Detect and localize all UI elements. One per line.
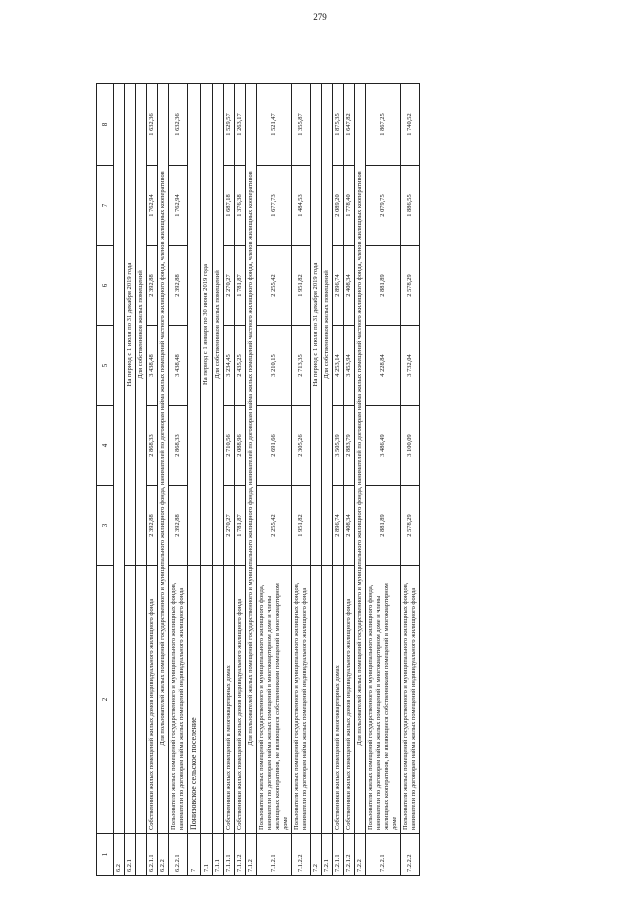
value-cell: 2 270,27 <box>223 246 234 326</box>
value-cell: 1 886,55 <box>401 166 420 246</box>
value-cell: 2 392,88 <box>169 246 188 326</box>
table-row <box>125 84 136 876</box>
value-cell: 2 578,29 <box>401 246 420 326</box>
header-cell: 3 <box>97 486 114 566</box>
period-label-cell: На период с 1 января по 30 июня 2019 года <box>201 84 212 566</box>
value-cell: 3 438,48 <box>169 326 188 406</box>
value-cell: 1 762,94 <box>169 166 188 246</box>
tariff-table <box>96 83 420 876</box>
period-label-cell: На период с 1 июля по 31 декабря 2019 года <box>125 84 136 566</box>
row-code-cell: 6.2.1.1 <box>147 834 158 876</box>
table-row <box>366 84 401 876</box>
empty-cell <box>114 84 125 834</box>
row-code-cell: 6.2.2.1 <box>169 834 188 876</box>
row-label-cell: Собственники жилых помещений в многоквартирных домах <box>333 566 344 834</box>
value-cell: 2 883,79 <box>344 406 355 486</box>
value-cell: 2 392,88 <box>147 246 158 326</box>
row-code-cell: 7.1.2 <box>245 834 256 876</box>
empty-cell <box>201 566 212 834</box>
value-cell: 2 435,25 <box>234 326 245 406</box>
row-code-cell: 7.2.1.1 <box>333 834 344 876</box>
value-cell: 2 881,89 <box>366 486 401 566</box>
value-cell: 1 781,87 <box>234 486 245 566</box>
value-cell: 2 088,96 <box>234 406 245 486</box>
category-label-cell: Для пользователей жилых помещений государственного и муниципального жилищного фонда, нанимателей по договорам найма жилых помещений частного жилищного фонда, членов жилищных кооперативов <box>355 84 366 834</box>
value-cell: 2 691,66 <box>256 406 291 486</box>
period-label-cell: На период с 1 июля по 31 декабря 2019 года <box>310 84 321 566</box>
value-cell: 1 376,38 <box>234 166 245 246</box>
empty-cell <box>212 566 223 834</box>
row-label-cell: Пользователи жилых помещений государственного и муниципального жилищных фондов, наниматели по договорам найма жилых помещений индивидуального жилищного фонда <box>169 566 188 834</box>
row-code-cell: 7.1.1 <box>212 834 223 876</box>
row-code-cell: 6.2 <box>114 834 125 876</box>
row-label-cell: Собственники жилых помещений жилых домов индивидуального жилищного фонда <box>344 566 355 834</box>
row-code-cell: 7 <box>188 834 201 876</box>
row-code-cell <box>136 834 147 876</box>
value-cell: 2 305,26 <box>291 406 310 486</box>
value-cell: 2 868,33 <box>147 406 158 486</box>
row-code-cell: 7.2.1 <box>322 834 333 876</box>
table-row <box>136 84 147 876</box>
value-cell: 1 951,82 <box>291 486 310 566</box>
table-row <box>212 84 223 876</box>
row-code-cell: 7.1.2.2 <box>291 834 310 876</box>
value-cell: 1 781,87 <box>234 246 245 326</box>
value-cell: 1 677,73 <box>256 166 291 246</box>
row-label-cell: Собственники жилых помещений в многоквартирных домах <box>223 566 234 834</box>
value-cell: 2 710,56 <box>223 406 234 486</box>
value-cell: 1 875,35 <box>333 84 344 166</box>
table-row <box>188 84 201 876</box>
row-label-cell: Пользователи жилых помещений государственного и муниципального жилищных фондов, наниматели по договорам найма жилых помещений индивидуального жилищного фонда <box>401 566 420 834</box>
row-code-cell: 7.2.1.2 <box>344 834 355 876</box>
table-row <box>114 84 125 876</box>
empty-cell <box>125 566 136 834</box>
value-cell: 3 486,49 <box>366 406 401 486</box>
row-label-cell: Пользователи жилых помещений государственного и муниципального жилищного фонда, наниматели по договорам найма жилых помещений в многоквартирном доме и члены жилищных кооперативов, не являющиеся собственниками помещений в многоквартирном доме <box>366 566 401 834</box>
row-code-cell: 7.1.1.1 <box>223 834 234 876</box>
header-cell: 6 <box>97 246 114 326</box>
row-code-cell: 7.1.2.1 <box>256 834 291 876</box>
page-number: 279 <box>313 12 327 22</box>
header-cell: 8 <box>97 84 114 166</box>
row-code-cell: 7.2 <box>310 834 321 876</box>
table-row <box>234 84 245 876</box>
header-cell: 2 <box>97 566 114 834</box>
value-cell: 2 408,34 <box>344 486 355 566</box>
rotated-table-container <box>96 84 556 876</box>
value-cell: 2 881,89 <box>366 246 401 326</box>
value-cell: 1 740,52 <box>401 84 420 166</box>
table-row <box>158 84 169 876</box>
table-row <box>344 84 355 876</box>
value-cell: 2 079,75 <box>366 166 401 246</box>
value-cell: 1 263,17 <box>234 84 245 166</box>
row-code-cell: 6.2.2 <box>158 834 169 876</box>
row-code-cell: 7.1 <box>201 834 212 876</box>
value-cell: 1 529,57 <box>223 84 234 166</box>
value-cell: 1 521,47 <box>256 84 291 166</box>
value-cell: 3 210,15 <box>256 326 291 406</box>
table-row <box>223 84 234 876</box>
value-cell: 3 732,04 <box>401 326 420 406</box>
value-cell: 2 868,33 <box>169 406 188 486</box>
value-cell: 2 408,34 <box>344 246 355 326</box>
value-cell: 3 100,09 <box>401 406 420 486</box>
value-cell: 1 632,36 <box>147 84 158 166</box>
empty-cell <box>310 566 321 834</box>
row-label-cell: Пользователи жилых помещений государственного и муниципального жилищных фондов, наниматели по договорам найма жилых помещений индивидуального жилищного фонда <box>291 566 310 834</box>
period-label-cell: Для собственников жилых помещений <box>322 84 333 566</box>
row-code-cell: 7.2.2.1 <box>366 834 401 876</box>
value-cell: 1 647,82 <box>344 84 355 166</box>
value-cell: 1 762,94 <box>147 166 158 246</box>
row-label-cell: Пользователи жилых помещений государственного и муниципального жилищного фонда, наниматели по договорам найма жилых помещений в многоквартирном доме и члены жилищных кооперативов, не являющиеся собственниками помещений в многоквартирном доме <box>256 566 291 834</box>
header-cell: 5 <box>97 326 114 406</box>
value-cell: 1 778,40 <box>344 166 355 246</box>
table-body <box>97 84 420 876</box>
header-cell: 4 <box>97 406 114 486</box>
value-cell: 1 867,25 <box>366 84 401 166</box>
category-label-cell: Для пользователей жилых помещений государственного и муниципального жилищного фонда, нанимателей по договорам найма жилых помещений частного жилищного фонда, членов жилищных кооперативов <box>245 84 256 834</box>
table-row <box>291 84 310 876</box>
period-label-cell: Для собственников жилых помещений <box>136 84 147 566</box>
table-row <box>201 84 212 876</box>
value-cell: 3 453,94 <box>344 326 355 406</box>
value-cell: 4 228,84 <box>366 326 401 406</box>
value-cell: 2 392,88 <box>147 486 158 566</box>
value-cell: 2 392,88 <box>169 486 188 566</box>
table-row <box>310 84 321 876</box>
value-cell: 1 632,36 <box>169 84 188 166</box>
table-row <box>333 84 344 876</box>
row-code-cell: 7.1.1.2 <box>234 834 245 876</box>
value-cell: 2 255,42 <box>256 486 291 566</box>
value-cell: 1 687,18 <box>223 166 234 246</box>
table-row <box>147 84 158 876</box>
table-row <box>169 84 188 876</box>
value-cell: 2 896,74 <box>333 486 344 566</box>
table-row <box>322 84 333 876</box>
row-code-cell: 7.2.2.2 <box>401 834 420 876</box>
value-cell: 2 089,20 <box>333 166 344 246</box>
header-cell: 1 <box>97 834 114 876</box>
row-code-cell: 7.2.2 <box>355 834 366 876</box>
empty-cell <box>188 84 201 566</box>
value-cell: 2 578,29 <box>401 486 420 566</box>
value-cell: 1 355,87 <box>291 84 310 166</box>
settlement-title-cell: Понизовское сельское поселение <box>188 566 201 834</box>
value-cell: 3 438,48 <box>147 326 158 406</box>
row-code-cell: 6.2.1 <box>125 834 136 876</box>
row-label-cell: Собственники жилых помещений жилых домов индивидуального жилищного фонда <box>234 566 245 834</box>
value-cell: 2 896,74 <box>333 246 344 326</box>
value-cell: 2 270,27 <box>223 486 234 566</box>
value-cell: 1 484,53 <box>291 166 310 246</box>
period-label-cell: Для собственников жилых помещений <box>212 84 223 566</box>
empty-cell <box>136 566 147 834</box>
row-label-cell: Собственники жилых помещений жилых домов индивидуального жилищного фонда <box>147 566 158 834</box>
value-cell: 1 951,82 <box>291 246 310 326</box>
category-label-cell: Для пользователей жилых помещений государственного и муниципального жилищного фонда, нанимателей по договорам найма жилых помещений частного жилищного фонда, членов жилищных кооперативов <box>158 84 169 834</box>
table-row <box>401 84 420 876</box>
empty-cell <box>322 566 333 834</box>
value-cell: 3 234,45 <box>223 326 234 406</box>
table-row <box>256 84 291 876</box>
header-cell: 7 <box>97 166 114 246</box>
value-cell: 3 505,39 <box>333 406 344 486</box>
value-cell: 2 713,35 <box>291 326 310 406</box>
table-row <box>245 84 256 876</box>
value-cell: 2 255,42 <box>256 246 291 326</box>
table-row <box>355 84 366 876</box>
header-row <box>97 84 114 876</box>
value-cell: 4 253,14 <box>333 326 344 406</box>
